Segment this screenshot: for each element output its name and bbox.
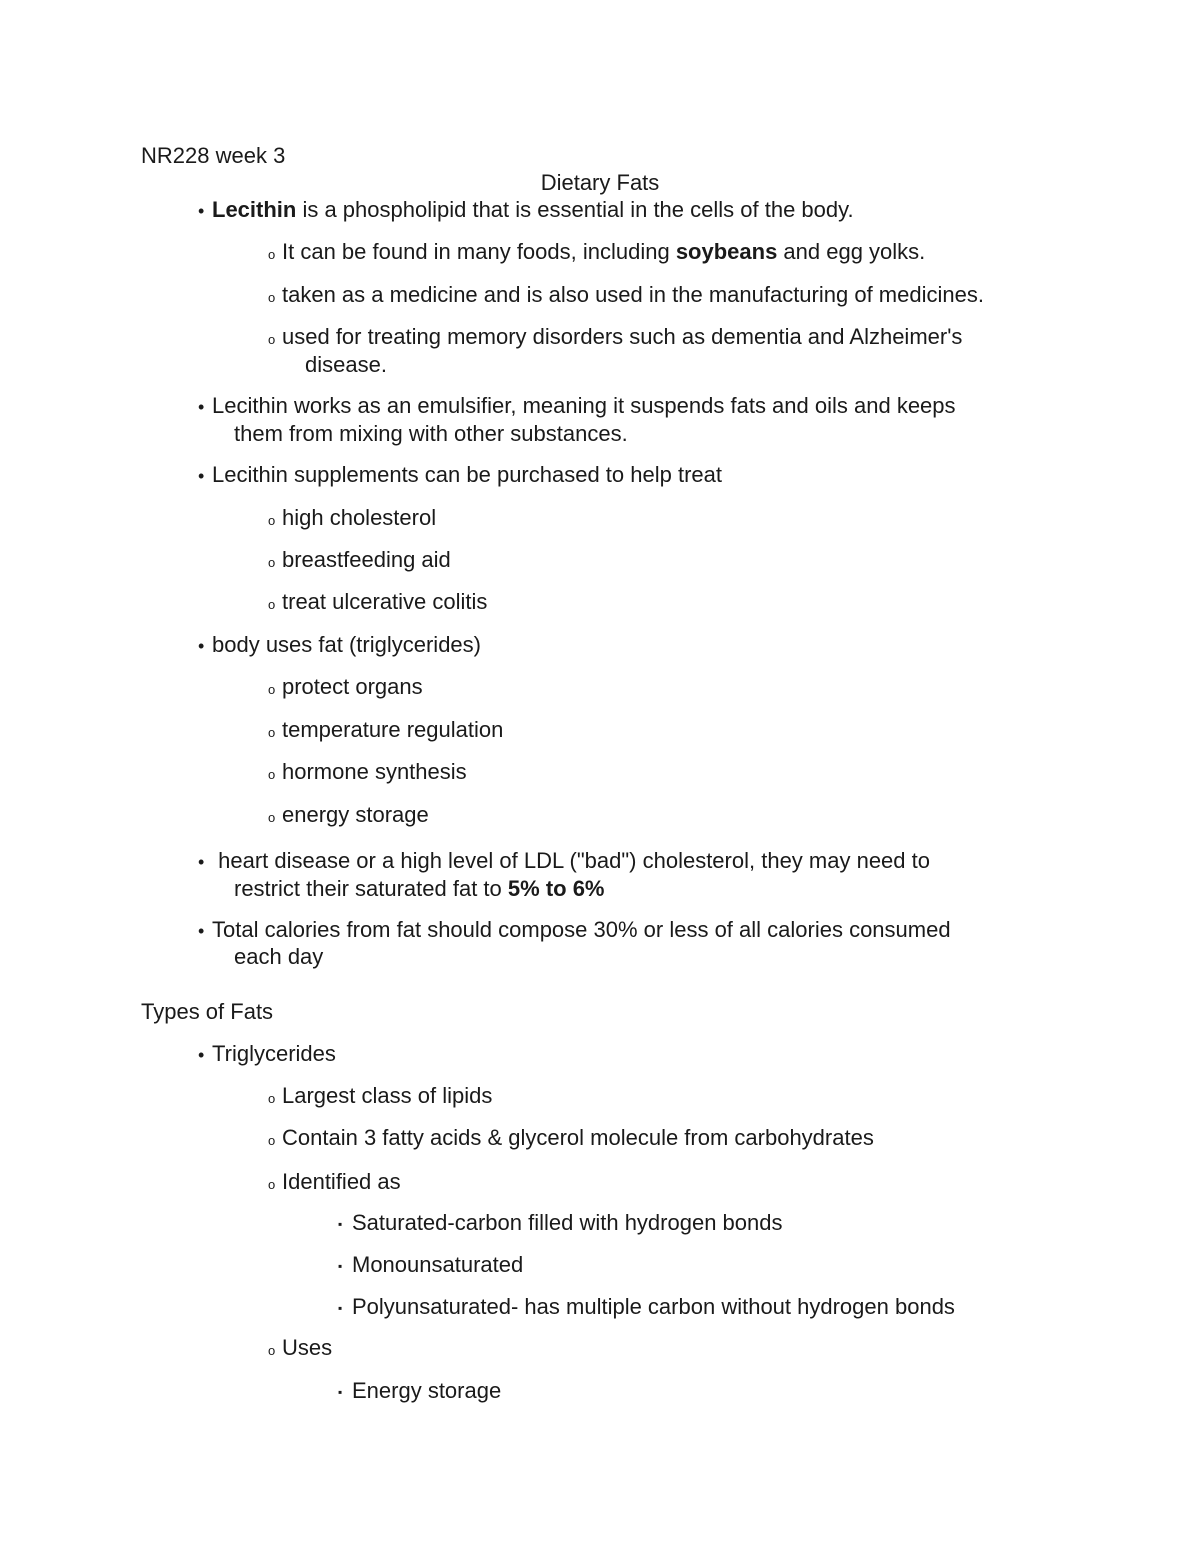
list-item-total-calories: • Total calories from fat should compose 30% or less of all calories consumed — [198, 916, 951, 945]
square-marker: ▪ — [338, 1217, 343, 1231]
circle-marker: o — [268, 1343, 276, 1358]
circle-marker: o — [268, 767, 276, 782]
list-item-supplements: • Lecithin supplements can be purchased to help treat — [198, 461, 722, 490]
doc-title: NR228 week 3 — [141, 143, 286, 168]
list-item-energy-storage: ▪ Energy storage — [338, 1377, 501, 1406]
list-item-cholesterol: o high cholesterol — [268, 504, 436, 535]
list-item-total-calories-cont: each day — [234, 944, 324, 969]
circle-marker: o — [268, 810, 276, 825]
list-item-body-uses: • body uses fat (triglycerides) — [198, 631, 481, 660]
list-item-foods: o It can be found in many foods, including soybeans and egg yolks. — [268, 238, 925, 269]
list-item-polyunsaturated: ▪ Polyunsaturated- has multiple carbon without hydrogen bonds — [338, 1293, 955, 1322]
section-heading-dietary-fats: Dietary Fats — [540, 170, 660, 195]
bullet-marker: • — [198, 397, 205, 417]
list-item-energy: o energy storage — [268, 801, 429, 832]
circle-marker: o — [268, 555, 276, 570]
list-item-breastfeeding: o breastfeeding aid — [268, 546, 451, 577]
list-item-lecithin: • Lecithin is a phospholipid that is essential in the cells of the body. — [198, 196, 854, 225]
list-item-hormone: o hormone synthesis — [268, 758, 467, 789]
circle-marker: o — [268, 725, 276, 740]
list-item-saturated: ▪ Saturated-carbon filled with hydrogen bonds — [338, 1209, 783, 1238]
bullet-marker: • — [198, 636, 205, 656]
list-item-contain: o Contain 3 fatty acids & glycerol molecule from carbohydrates — [268, 1124, 874, 1155]
list-item-emulsifier-cont: them from mixing with other substances. — [234, 421, 628, 446]
circle-marker: o — [268, 513, 276, 528]
circle-marker: o — [268, 247, 276, 262]
list-item-identified: o Identified as — [268, 1168, 401, 1199]
list-item-largest-class: o Largest class of lipids — [268, 1082, 492, 1113]
bullet-marker: • — [198, 852, 205, 872]
square-marker: ▪ — [338, 1385, 343, 1399]
circle-marker: o — [268, 1177, 276, 1192]
circle-marker: o — [268, 597, 276, 612]
circle-marker: o — [268, 682, 276, 697]
list-item-heart-disease-cont: restrict their saturated fat to 5% to 6% — [234, 876, 605, 901]
list-item-memory: o used for treating memory disorders such as dementia and Alzheimer's — [268, 323, 962, 354]
square-marker: ▪ — [338, 1259, 343, 1273]
list-item-medicine: o taken as a medicine and is also used in the manufacturing of medicines. — [268, 281, 984, 312]
circle-marker: o — [268, 1133, 276, 1148]
circle-marker: o — [268, 290, 276, 305]
square-marker: ▪ — [338, 1301, 343, 1315]
list-item-colitis: o treat ulcerative colitis — [268, 588, 487, 619]
bullet-marker: • — [198, 201, 205, 221]
list-item-heart-disease: • heart disease or a high level of LDL ("bad") cholesterol, they may need to — [198, 847, 930, 876]
term-soybeans: soybeans — [675, 239, 778, 264]
bullet-marker: • — [198, 1045, 205, 1065]
term-lecithin: Lecithin — [212, 197, 297, 222]
list-item-uses: o Uses — [268, 1334, 332, 1365]
bullet-marker: • — [198, 921, 205, 941]
term-saturated-limit: 5% to 6% — [507, 876, 605, 901]
circle-marker: o — [268, 332, 276, 347]
list-item-memory-cont: disease. — [305, 352, 387, 377]
bullet-marker: • — [198, 466, 205, 486]
list-item-temperature: o temperature regulation — [268, 716, 503, 747]
list-item-monounsaturated: ▪ Monounsaturated — [338, 1251, 523, 1280]
section-heading-types-of-fats: Types of Fats — [141, 999, 274, 1024]
list-item-organs: o protect organs — [268, 673, 423, 704]
circle-marker: o — [268, 1091, 276, 1106]
list-item-triglycerides: • Triglycerides — [198, 1040, 336, 1069]
list-item-emulsifier: • Lecithin works as an emulsifier, meaning it suspends fats and oils and keeps — [198, 392, 956, 421]
